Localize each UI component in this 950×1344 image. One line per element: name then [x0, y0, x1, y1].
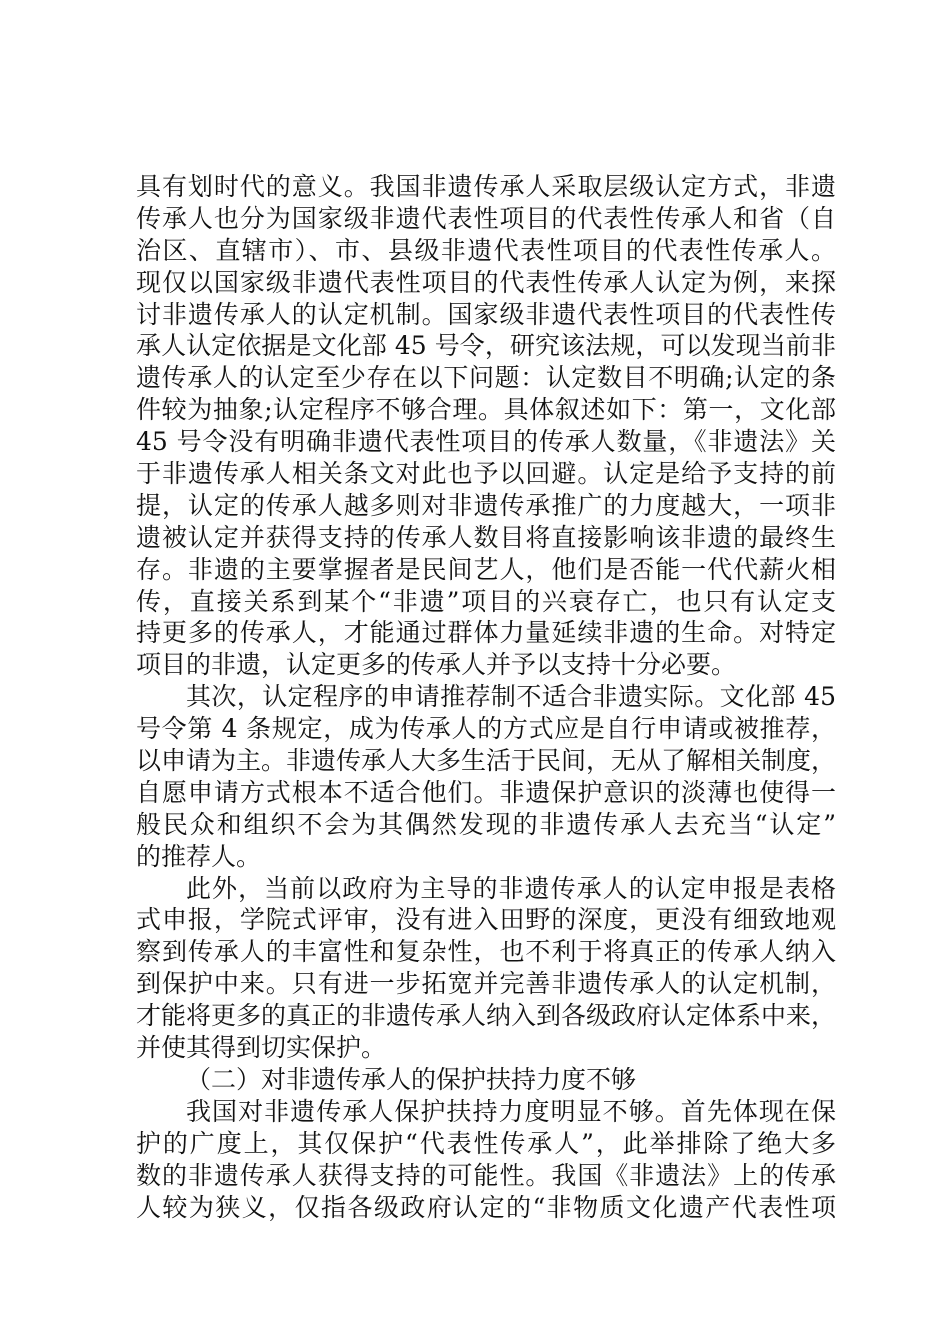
text-line: 自愿申请方式根本不适合他们。非遗保护意识的淡薄也使得一 [136, 777, 836, 807]
text-line: 人较为狭义，仅指各级政府认定的“非物质文化遗产代表性项 [136, 1192, 836, 1222]
text-line: 存。非遗的主要掌握者是民间艺人，他们是否能一代代薪火相 [136, 554, 836, 584]
text-line: 持更多的传承人，才能通过群体力量延续非遗的生命。对特定 [136, 618, 836, 648]
text-line: 数的非遗传承人获得支持的可能性。我国《非遗法》上的传承 [136, 1160, 836, 1190]
text-line: 遗传承人的认定至少存在以下问题：认定数目不明确;认定的条 [136, 363, 836, 393]
text-line: 到保护中来。只有进一步拓宽并完善非遗传承人的认定机制， [136, 969, 836, 999]
text-line: 45 号令没有明确非遗代表性项目的传承人数量，《非遗法》关 [136, 427, 836, 457]
text-line: 具有划时代的意义。我国非遗传承人采取层级认定方式，非遗 [136, 172, 836, 201]
text-line: 并使其得到切实保护。 [136, 1033, 387, 1063]
text-line: 此外，当前以政府为主导的非遗传承人的认定申报是表格 [186, 873, 836, 903]
text-line: 传，直接关系到某个“非遗”项目的兴衰存亡，也只有认定支 [136, 586, 836, 616]
text-line: 以申请为主。非遗传承人大多生活于民间，无从了解相关制度， [136, 746, 837, 776]
text-line: （二）对非遗传承人的保护扶持力度不够 [186, 1064, 637, 1094]
text-line: 我国对非遗传承人保护扶持力度明显不够。首先体现在保 [186, 1096, 836, 1126]
text-line: 现仅以国家级非遗代表性项目的代表性传承人认定为例，来探 [136, 267, 836, 297]
text-line: 护的广度上，其仅保护“代表性传承人”，此举排除了绝大多 [136, 1128, 836, 1158]
text-line: 察到传承人的丰富性和复杂性，也不利于将真正的传承人纳入 [136, 937, 836, 967]
text-line: 式申报，学院式评审，没有进入田野的深度，更没有细致地观 [136, 905, 836, 935]
text-line: 提，认定的传承人越多则对非遗传承推广的力度越大，一项非 [136, 490, 836, 520]
text-line: 遗被认定并获得支持的传承人数目将直接影响该非遗的最终生 [136, 522, 836, 552]
text-line: 治区、直辖市）、市、县级非遗代表性项目的代表性传承人。 [136, 235, 836, 265]
text-line: 于非遗传承人相关条文对此也予以回避。认定是给予支持的前 [136, 459, 836, 489]
text-line: 承人认定依据是文化部 45 号令，研究该法规，可以发现当前非 [136, 331, 836, 361]
text-line: 讨非遗传承人的认定机制。国家级非遗代表性项目的代表性传 [136, 299, 836, 329]
text-line: 般民众和组织不会为其偶然发现的非遗传承人去充当“认定” [136, 809, 836, 839]
text-line: 其次，认定程序的申请推荐制不适合非遗实际。文化部 45 [186, 682, 836, 712]
text-line: 件较为抽象;认定程序不够合理。具体叙述如下：第一，文化部 [136, 395, 836, 425]
body-text [136, 171, 836, 1223]
text-line: 号令第 4 条规定，成为传承人的方式应是自行申请或被推荐， [136, 714, 836, 744]
text-line: 的推荐人。 [136, 841, 262, 871]
text-line: 才能将更多的真正的非遗传承人纳入到各级政府认定体系中来， [136, 1001, 837, 1031]
text-line: 项目的非遗，认定更多的传承人并予以支持十分必要。 [136, 650, 737, 680]
text-line: 传承人也分为国家级非遗代表性项目的代表性传承人和省（自 [136, 203, 836, 233]
